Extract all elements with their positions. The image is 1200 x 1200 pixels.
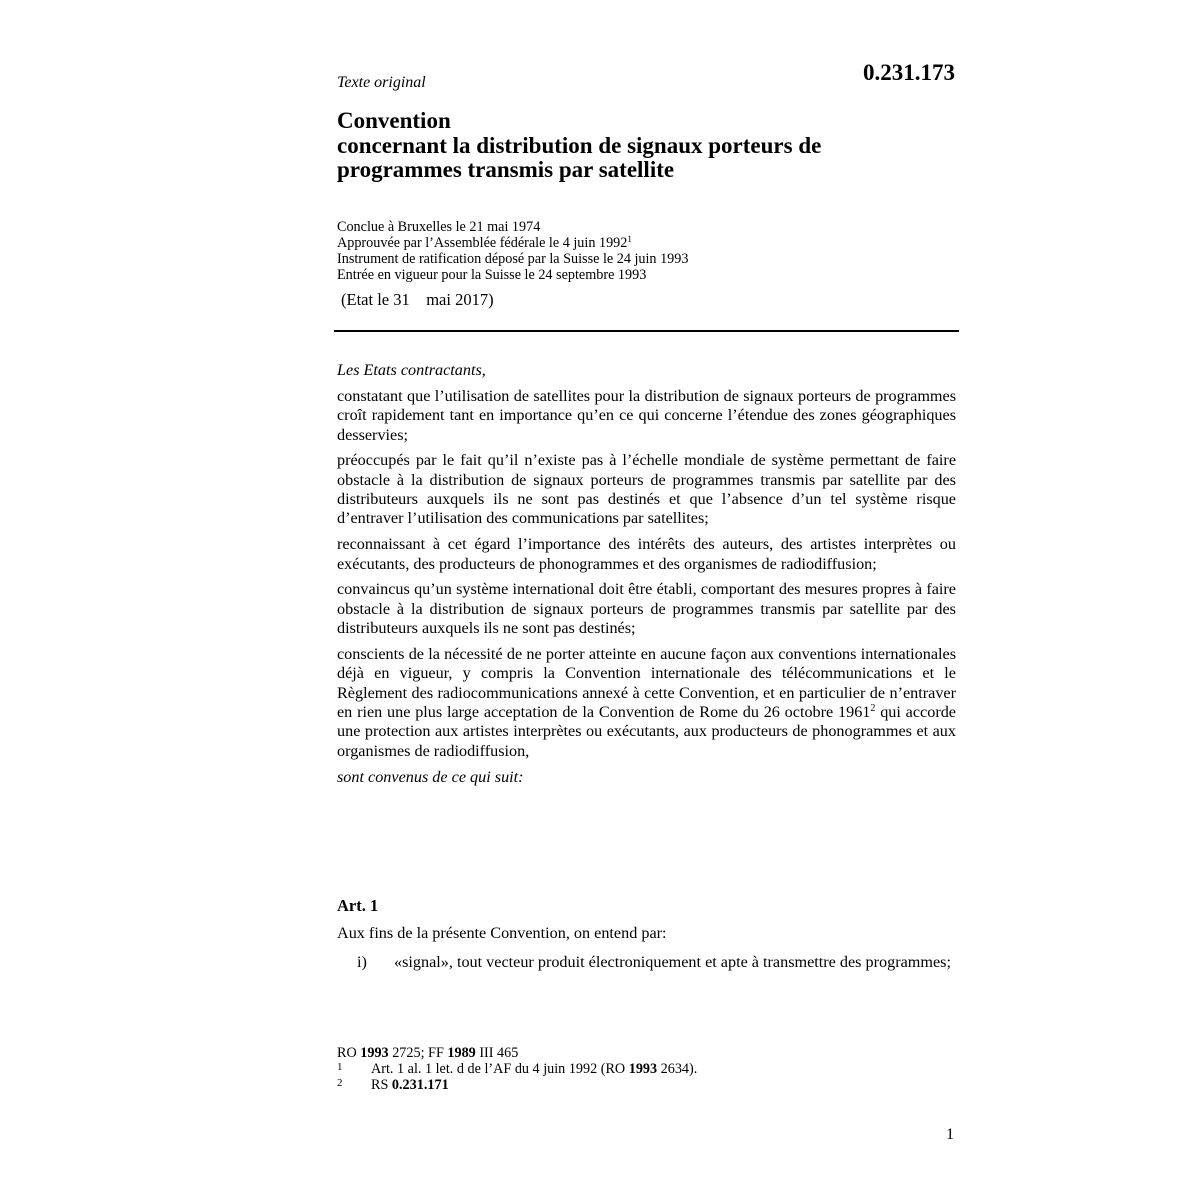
- meta-ratification: Instrument de ratification déposé par la Suisse le 24 juin 1993: [337, 251, 689, 267]
- fn1-before: Art. 1 al. 1 let. d de l’AF du 4 juin 1992 (RO: [371, 1061, 629, 1077]
- rs-number: 0.231.173: [863, 60, 955, 85]
- source-year: 1993: [360, 1045, 389, 1061]
- preamble-paragraph: constatant que l’utilisation de satellites pour la distribution de signaux porteurs de programmes croît rapidement tant en importance qu’en ce qui concerne l’étendue des zones géographiques desservies;: [337, 386, 956, 444]
- footnote-ref-1[interactable]: 1: [627, 234, 632, 244]
- text-type-label: Texte original: [337, 74, 426, 91]
- article-intro: Aux fins de la présente Convention, on entend par:: [337, 924, 667, 942]
- list-item: [337, 953, 956, 973]
- title-line-1: Convention: [337, 108, 451, 133]
- page-number: 1: [946, 1126, 954, 1143]
- title-line-3: programmes transmis par satellite: [337, 157, 675, 182]
- title-line-2: concernant la distribution de signaux porteurs de: [337, 132, 822, 158]
- fn2-prefix: RS: [371, 1077, 392, 1093]
- source-mid: 2725; FF: [388, 1045, 448, 1061]
- document-metadata: [337, 219, 688, 283]
- meta-concluded: Conclue à Bruxelles le 21 mai 1974: [337, 219, 541, 235]
- source-prefix: RO: [337, 1045, 361, 1061]
- preamble-p5-text-end: qui accorde une protection aux artistes interprètes ou exécutants, aux producteurs de phonogrammes et aux organismes de radiodiffusion,: [337, 702, 956, 760]
- fn2-bold: 0.231.171: [391, 1077, 449, 1093]
- footnote-2: [337, 1077, 957, 1093]
- source-reference: [337, 1045, 957, 1061]
- meta-approved-line: [337, 235, 688, 251]
- document-title: [337, 109, 957, 183]
- footnote-1-mark: 1: [337, 1061, 343, 1073]
- meta-approved: Approuvée par l’Assemblée fédérale le 4 juin 1992: [337, 235, 628, 251]
- preamble-paragraph: convaincus qu’un système international doit être établi, comportant des mesures propres à faire obstacle à la distribution de signaux porteurs de programmes transmis par satellite par des distributeurs auxquels ils ne sont pas destinés;: [337, 580, 956, 638]
- source-end: III 465: [475, 1045, 519, 1061]
- preamble-opening: Les Etats contractants,: [337, 361, 486, 379]
- preamble-paragraph: reconnaissant à cet égard l’importance des intérêts des auteurs, des artistes interprètes ou exécutants, des producteurs de phonogrammes et des organismes de radiodiffusion;: [337, 535, 956, 573]
- footnote-2-mark: 2: [337, 1077, 343, 1089]
- article-heading: Art. 1: [337, 896, 379, 915]
- list-item-number: i): [357, 953, 367, 971]
- preamble-paragraph: préoccupés par le fait qu’il n’existe pas à l’échelle mondiale de système permettant de faire obstacle à la distribution de signaux porteurs de programmes transmis par satellite par des distributeurs auxquels ils ne sont pas destinés et que l’absence d’un tel système risque d’entraver l’utilisation des communications par satellites;: [337, 451, 956, 528]
- footnote-ref-2[interactable]: 2: [870, 702, 876, 714]
- header-divider: [334, 330, 959, 332]
- status-date: (Etat le 31 mai 2017): [341, 290, 494, 309]
- footnote-2-text: [371, 1077, 449, 1093]
- footnote-1: [337, 1061, 957, 1077]
- footnote-1-text: [371, 1061, 697, 1077]
- list-item-text: «signal», tout vecteur produit électroniquement et apte à transmettre des programmes;: [394, 953, 951, 971]
- fn1-after: 2634).: [657, 1061, 698, 1077]
- fn1-bold: 1993: [628, 1061, 658, 1077]
- footnotes: [337, 1045, 957, 1093]
- preamble: [337, 361, 956, 793]
- meta-entry-into-force: Entrée en vigueur pour la Suisse le 24 septembre 1993: [337, 267, 647, 283]
- preamble-p5-text: conscients de la nécessité de ne porter atteinte en aucune façon aux conventions internationales déjà en vigueur, y compris la Convention internationale des télécommunications et le Règlement des radiocommunications annexé à cette Convention, et en particulier de n’entraver en rien une plus large acceptation de la Convention de Rome du 26 octobre 1961: [337, 644, 956, 721]
- source-ff-year: 1989: [447, 1045, 476, 1061]
- preamble-closing: sont convenus de ce qui suit:: [337, 767, 524, 786]
- preamble-paragraph: [337, 645, 956, 761]
